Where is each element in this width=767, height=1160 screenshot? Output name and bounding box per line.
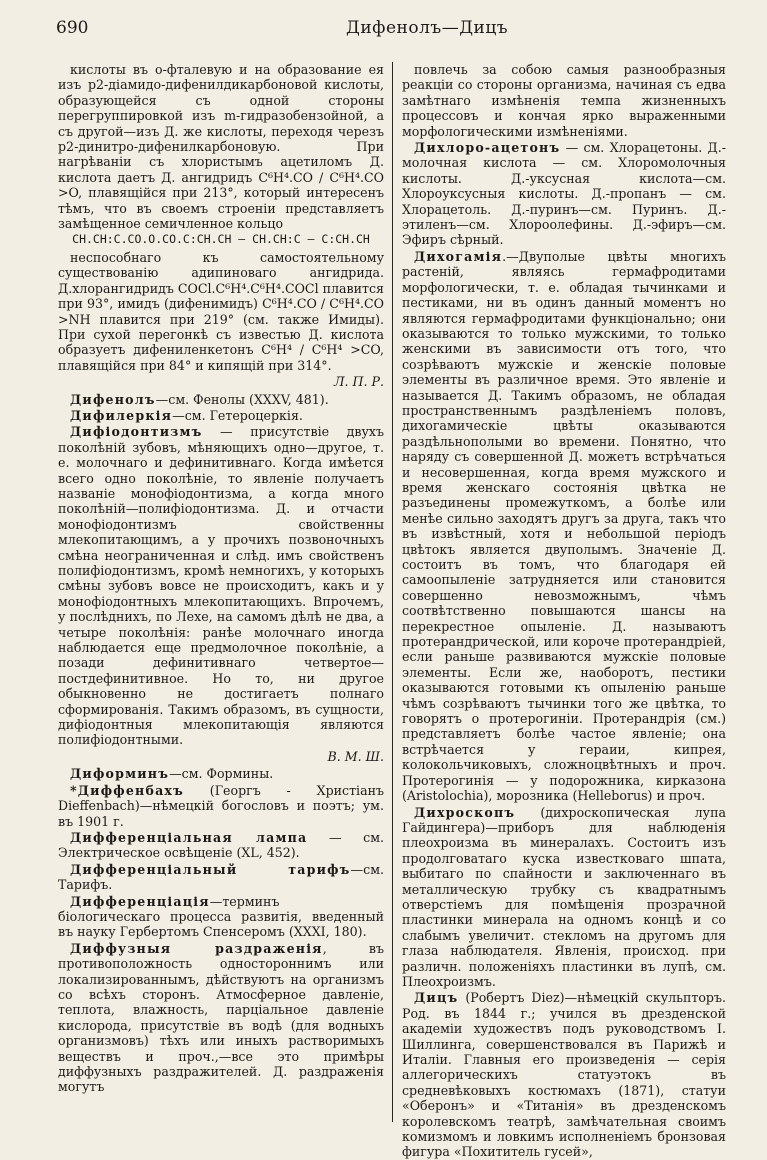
dictionary-entry <box>402 249 726 804</box>
entry-text: —см. Тарифъ. <box>58 861 384 893</box>
body-paragraph: неспособнаго къ самостоятельному существованію адипиноваго ангидрида. Д.хлорангидридъ COCl.C⁶H⁴.C⁶H⁴.COCl плавится при 93°, имидъ (дифенимидъ) C⁶H⁴.CO / C⁶H⁴.CO >NH плавится при 219° (см. также Имиды). При сухой перегонкѣ съ известью Д. кислота образуетъ дифениленкетонъ C⁶H⁴ / C⁶H⁴ >CO, плавящійся при 84° и кипящій при 314°. <box>58 249 384 373</box>
entry-text: —см. Фенолы (XXXV, 481). <box>155 391 329 407</box>
dictionary-entry <box>402 140 726 248</box>
chemical-formula: CH.CH:C.CO.O.CO.C:CH.CH — CH.CH:C — C:CH.CH <box>72 232 370 247</box>
entry-text: — см. Хлорацетоны. Д.-молочная кислота — см. Хлоромолочныя кислоты. Д.-уксусная кислота—см. Хлороуксусныя кислоты. Д.-пропанъ — см. Хлорацетоль. Д.-пуринъ—см. Пуринъ. Д.-этиленъ—см. Хлороолефины. Д.-эфиръ—см. Эфиръ сѣрный. <box>402 140 726 248</box>
entry-headword: Диформинъ <box>70 766 170 782</box>
column-divider <box>392 62 393 1122</box>
dictionary-entry <box>58 862 384 893</box>
dictionary-entry <box>58 766 384 781</box>
entry-headword: Дифилеркія <box>70 407 173 423</box>
entry-headword: Дифенолъ <box>70 391 156 407</box>
entry-headword: Дифференціальный тарифъ <box>70 861 351 877</box>
dictionary-entry <box>58 894 384 940</box>
entry-headword: Дихлоро-ацетонъ <box>414 140 561 156</box>
author-signature: Л. П. Р. <box>334 374 384 390</box>
body-paragraph: кислоты въ о-фталевую и на образование ея изъ p2-діамидо-дифенилдикарбоновой кислоты, образующейся съ одной стороны перегруппировкой изъ m-гидразобензойной, а съ другой—изъ Д. же кислоты, переходя черезъ p2-динитро-дифенилкарбоновую. При нагрѣваніи съ хлористымъ ацетиломъ Д. кислота даетъ Д. ангидридъ C⁶H⁴.CO / C⁶H⁴.CO >O, плавящійся при 213°, который интересенъ тѣмъ, что въ своемъ строеніи представляетъ замѣщенное семичленное кольцо <box>58 62 384 232</box>
right-column <box>402 62 726 1160</box>
entry-headword: *Диффенбахъ <box>70 782 184 798</box>
entry-headword: Дифференціальная лампа <box>70 829 308 845</box>
entry-text: — см. Электрическое освѣщеніе (XL, 452). <box>58 829 384 861</box>
entry-text: (дихроскопическая лупа Гайдингера)—приборъ для наблюденія плеохроизма въ минералахъ. Состоитъ изъ продолговатаго куска известковаго шпата, выбитаго по спайности и заключеннаго въ металлическую трубку съ квадратнымъ отверстіемъ для помѣщенія прозрачной пластинки минерала на одномъ концѣ и со слабымъ увеличит. стекломъ на другомъ для глаза наблюдателя. Явленія, происход. при различн. положеніяхъ пластинки въ лупѣ, см. Плеохроизмъ. <box>402 804 726 989</box>
entry-headword: Дифференціація <box>70 893 210 909</box>
entry-headword: Дифіодонтизмъ <box>70 424 203 440</box>
page-number: 690 <box>56 18 89 38</box>
body-paragraph: повлечь за собою самыя разнообразныя реакціи со стороны организма, начиная съ едва замѣтнаго измѣненія темпа жизненныхъ процессовъ и кончая ярко выраженными морфологическими измѣненіями. <box>402 62 726 139</box>
entry-text: .—Двуполые цвѣты многихъ растеній, являясь гермафродитами морфологически, т. е. обладая тычинками и пестиками, ни въ одинъ данный моментъ но являются гермафродитами функціонально; они оказываются то только мужскими, то только женскими въ зависимости отъ того, что созрѣваютъ мужскіе и женскіе половые элементы въ различное время. Это явленіе и называется Д. Такимъ образомъ, не обладая пространственнымъ раздѣленіемъ половъ, дихогамическіе цвѣты оказываются раздѣльнополыми во времени. Понятно, что наряду съ совершенной Д. можетъ встрѣчаться и несовершенная, когда время мужского и время женскаго состоянія цвѣтка не разъединены промежуткомъ, а болѣе или менѣе сильно заходятъ другъ за друга, такъ что въ извѣстный, хотя и небольшой періодъ цвѣтокъ является двуполымъ. Значеніе Д. состоитъ въ томъ, что благодаря ей самоопыленіе затрудняется или становится совершенно невозможнымъ, чѣмъ соотвѣтственно повышаются шансы на перекрестное опыленіе. Д. называютъ протерандрической, или короче протерандріей, если раньше развиваются мужскіе половые элементы. Если же, наоборотъ, пестики оказываются готовыми къ опыленію раньше чѣмъ созрѣваютъ тычинки того же цвѣтка, то говорятъ о протерогиніи. Протерандрія (см.) представляетъ болѣе частое явленіе; она встрѣчается у гераии, кипрея, колокольчиковыхъ, сложноцвѣтныхъ и проч. Протерогинія — у подорожника, кирказона (Aristolochia), морозника (Helleborus) и проч. <box>402 248 726 804</box>
dictionary-entry <box>58 392 384 407</box>
dictionary-entry <box>402 990 726 1159</box>
entry-text: , въ противоположность одностороннимъ или локализированнымъ, дѣйствуютъ на организмъ со всѣхъ сторонъ. Атмосферное давленіе, теплота, влажность, парціальное давленіе кислорода, присутствіе въ водѣ (для водныхъ организмовъ) тѣхъ или иныхъ растворимыхъ веществъ и проч.,—все это примѣры диффузныхъ раздражителей. Д. раздраженія могутъ <box>58 940 384 1095</box>
entry-headword: Дихроскопъ <box>414 804 516 820</box>
page-header <box>56 14 731 44</box>
entry-text: —см. Гетероцеркія. <box>172 407 303 423</box>
dictionary-entry <box>58 783 384 829</box>
dictionary-entry <box>58 424 384 748</box>
entry-headword: Диффузныя раздраженія <box>70 940 323 956</box>
entry-text: —терминъ біологическаго процесса развитія, введенный въ науку Гербертомъ Спенсеромъ (XXXI, 180). <box>58 893 384 940</box>
dictionary-entry <box>58 830 384 861</box>
author-signature: В. М. Ш. <box>327 748 384 764</box>
left-column <box>58 62 384 1122</box>
dictionary-entry <box>402 805 726 990</box>
entry-headword: Дицъ <box>414 990 459 1006</box>
dictionary-entry <box>58 941 384 1095</box>
entry-headword: Дихогамія <box>414 248 503 264</box>
running-title: Дифенолъ—Дицъ <box>346 18 509 38</box>
dictionary-entry <box>58 408 384 423</box>
entry-text: —см. Формины. <box>169 766 274 782</box>
entry-text: (Георгъ - Христіанъ Dieffenbach)—нѣмецкій богословъ и поэтъ; ум. въ 1901 г. <box>58 782 384 829</box>
entry-text: — присутствіе двухъ поколѣній зубовъ, мѣняющихъ одно—другое, т. е. молочнаго и дефинитивнаго. Когда имѣется всего одно поколѣніе, то явленіе получаетъ названіе монофіодонтизма, а когда много поколѣній—полифіодонтизма. Д. и отчасти монофіодонтизмъ свойственны млекопитающимъ, а у прочихъ позвоночныхъ смѣна неограниченная и слѣд. имъ свойственъ полифіодонтизмъ, кромѣ немногихъ, у которыхъ смѣны зубовъ вовсе не происходитъ, какъ и у монофіодонтныхъ млекопитающихъ. Впрочемъ, у послѣднихъ, по Лехе, на самомъ дѣлѣ не два, а четыре поколѣнія: ранѣе молочнаго иногда наблюдается еще предмолочное поколѣніе, а позади дефинитивнаго четвертое—постдефинитивное. Но то, ни другое обыкновенно не достигаетъ полнаго сформированія. Такимъ образомъ, въ сущности, дифіодонтныя млекопитающія являются полифіодонтными. <box>58 424 384 748</box>
entry-text: (Робертъ Diez)—нѣмецкій скульпторъ. Род. въ 1844 г.; учился въ дрезденской академіи художествъ подъ руководствомъ I. Шиллинга, совершенствовался въ Парижѣ и Италіи. Главныя его произведенія — серія аллегорическихъ статуэтокъ въ средневѣковыхъ костюмахъ (1871), статуи «Оберонъ» и «Титанія» въ дрезденскомъ королевскомъ театрѣ, замѣчательная своимъ комизмомъ и ловкимъ исполненіемъ бронзовая фигура «Похититель гусей», <box>402 990 726 1160</box>
